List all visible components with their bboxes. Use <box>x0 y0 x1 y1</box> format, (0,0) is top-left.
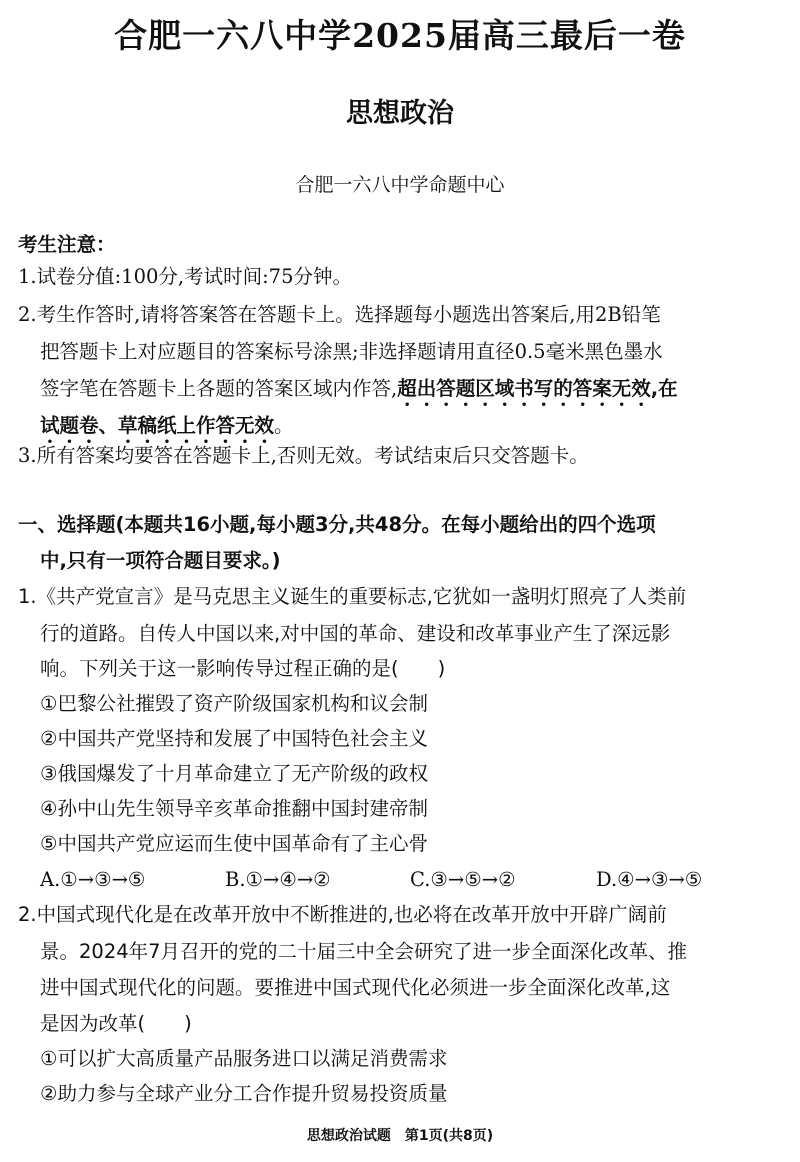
emphasis-draft-invalid: 试题卷、草稿纸上作答无效 <box>40 414 275 437</box>
notice-item-2-line-3-text: 签字笔在答题卡上各题的答案区域内作答, <box>40 377 398 400</box>
q2-stem-line-1: 2.中国式现代化是在改革开放中不断推进的,也必将在改革开放中开辟广阔前 <box>18 903 667 926</box>
page-footer: 思想政治试题 第1页(共8页) <box>306 1128 494 1144</box>
notice-heading: 考生注意： <box>18 233 116 256</box>
subject-title: 思想政治 <box>346 98 454 129</box>
notice-item-2-line-1: 2.考生作答时,请将答案答在答题卡上。选择题每小题选出答案后,用2B铅笔 <box>18 303 661 326</box>
notice-item-3: 3.所有答案均要答在答题卡上,否则无效。考试结束后只交答题卡。 <box>18 444 589 467</box>
notice-item-1: 1.试卷分值:100分,考试时间:75分钟。 <box>18 265 352 288</box>
exam-title: 合肥一六八中学2025届高三最后一卷 <box>114 16 686 55</box>
q1-statement-3: ③俄国爆发了十月革命建立了无产阶级的政权 <box>40 762 428 785</box>
q2-statement-1: ①可以扩大高质量产品服务进口以满足消费需求 <box>40 1047 448 1070</box>
q2-statement-2: ②助力参与全球产业分工合作提升贸易投资质量 <box>40 1082 448 1105</box>
notice-item-2-line-4-tail: 。 <box>274 414 294 437</box>
q1-stem-line-2: 行的道路。自传人中国以来,对中国的革命、建设和改革事业产生了深远影 <box>40 622 671 645</box>
q1-statement-5: ⑤中国共产党应运而生使中国革命有了主心骨 <box>40 832 428 855</box>
q2-stem-line-2: 景。2024年7月召开的党的二十届三中全会研究了进一步全面深化改革、推 <box>40 940 688 963</box>
q1-option-d: D.④→③→⑤ <box>596 868 703 891</box>
q1-option-a: A.①→③→⑤ <box>40 868 146 891</box>
issuer-line: 合肥一六八中学命题中心 <box>295 174 505 196</box>
q1-stem-line-3: 响。下列关于这一影响传导过程正确的是( ) <box>40 657 446 680</box>
q1-statement-2: ②中国共产党坚持和发展了中国特色社会主义 <box>40 727 428 750</box>
q1-statement-4: ④孙中山先生领导辛亥革命推翻中国封建帝制 <box>40 797 428 820</box>
section-heading-line-2: 中,只有一项符合题目要求。) <box>40 549 281 572</box>
q1-stem-line-1: 1.《共产党宣言》是马克思主义诞生的重要标志,它犹如一盏明灯照亮了人类前 <box>18 585 687 608</box>
q2-stem-line-3: 进中国式现代化的问题。要推进中国式现代化必须进一步全面深化改革,这 <box>40 976 671 999</box>
q1-option-c: C.③→⑤→② <box>410 868 516 891</box>
q1-option-b: B.①→④→② <box>225 868 331 891</box>
notice-item-2-line-3-tail: ,在 <box>650 377 678 400</box>
q2-stem-line-4: 是因为改革( ) <box>40 1012 192 1035</box>
notice-item-2-line-2: 把答题卡上对应题目的答案标号涂黑;非选择题请用直径0.5毫米黑色墨水 <box>40 340 663 363</box>
emphasis-invalid-answer: 超出答题区域书写的答案无效 <box>397 377 651 400</box>
notice-item-2-line-3 <box>40 374 678 411</box>
section-heading-line-1: 一、选择题(本题共16小题,每小题3分,共48分。在每小题给出的四个选项 <box>18 513 656 536</box>
q1-statement-1: ①巴黎公社摧毁了资产阶级国家机构和议会制 <box>40 692 428 715</box>
